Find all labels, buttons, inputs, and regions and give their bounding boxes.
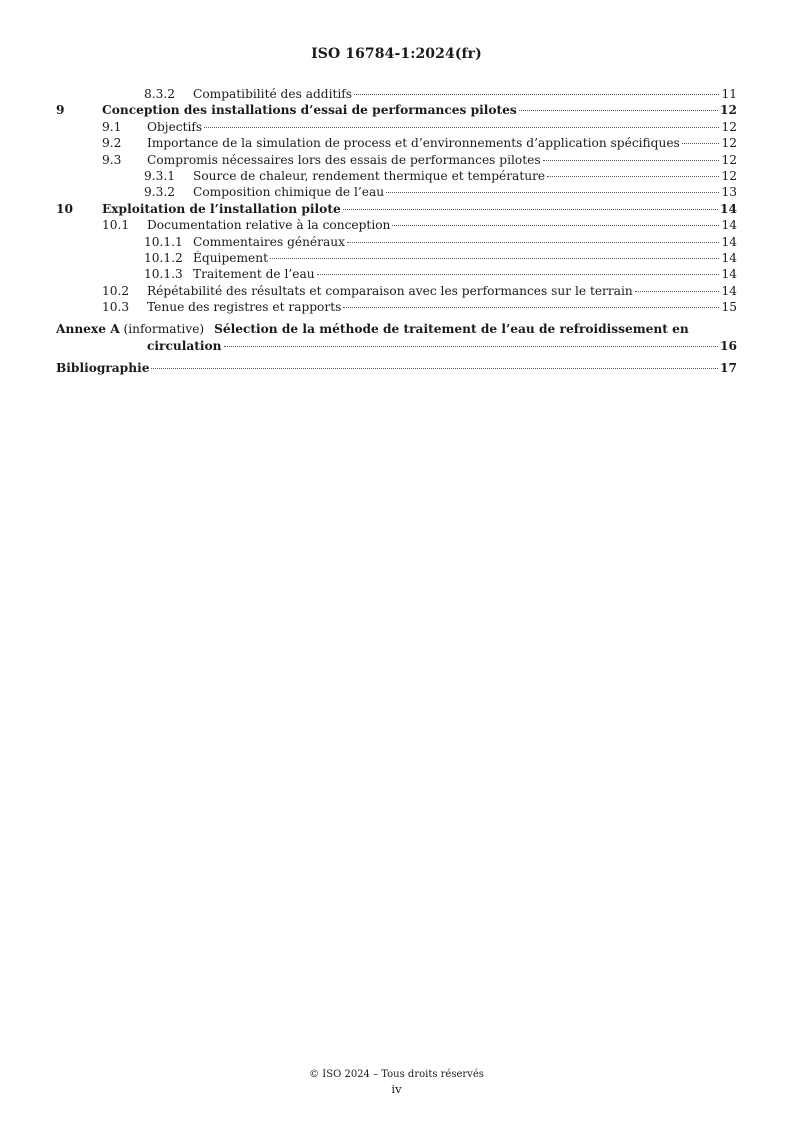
toc-entry-title: Répétabilité des résultats et comparaison avec les performances sur le terrain [147, 283, 633, 298]
toc-entry-9[interactable] [56, 102, 737, 118]
toc-entry-bibliography[interactable] [56, 360, 737, 376]
toc-dot-leader [682, 143, 719, 144]
toc-entry-title: Commentaires généraux [193, 234, 345, 249]
toc-entry-title: Traitement de l’eau [193, 267, 315, 282]
toc-entry-page: 14 [721, 218, 737, 233]
toc-entry-10[interactable] [56, 201, 737, 217]
toc-entry-title: Importance de la simulation de process et d’environnements d’application spécifiques [147, 136, 680, 151]
toc-entry-number: 10.2 [102, 283, 130, 298]
toc-entry-title: Compromis nécessaires lors des essais de performances pilotes [147, 152, 541, 167]
toc-entry-title: Compatibilité des additifs [193, 87, 353, 101]
toc-entry-title: Exploitation de l’installation pilote [102, 201, 341, 216]
table-of-contents [56, 86, 737, 377]
toc-dot-leader [392, 225, 719, 226]
toc-dot-leader [224, 346, 719, 347]
annex-label: Annexe A [56, 322, 120, 337]
toc-entry-9-1[interactable] [56, 119, 737, 135]
annex-informative-tag: (informative) [123, 322, 205, 337]
toc-entry-title: Conception des installations d’essai de performances pilotes [102, 103, 517, 118]
toc-entry-page: 11 [721, 87, 737, 101]
toc-entry-page: 14 [721, 234, 737, 249]
toc-dot-leader [343, 209, 718, 210]
toc-entry-number: 9 [56, 103, 65, 118]
page-number: iv [391, 1082, 402, 1096]
toc-entry-annex-a[interactable] [56, 321, 737, 354]
page-footer [0, 1067, 793, 1097]
toc-entry-page: 15 [721, 300, 737, 315]
toc-dot-leader [519, 110, 718, 111]
toc-dot-leader [386, 192, 719, 193]
toc-dot-leader [354, 94, 719, 95]
toc-entry-9-3-1[interactable] [56, 168, 737, 184]
toc-entry-title: Composition chimique de l’eau [193, 185, 385, 200]
toc-entry-page: 12 [721, 152, 737, 167]
toc-entry-page: 14 [721, 250, 737, 265]
toc-dot-leader [347, 242, 719, 243]
toc-entry-number: 10.1.1 [144, 234, 183, 249]
toc-dot-leader [270, 258, 719, 259]
toc-entry-page: 14 [720, 201, 737, 216]
toc-entry-number: 9.1 [102, 119, 122, 134]
toc-entry-8-3-2[interactable] [56, 86, 737, 102]
toc-entry-page: 14 [721, 283, 737, 298]
toc-entry-title: Objectifs [147, 119, 203, 134]
toc-entry-10-2[interactable] [56, 283, 737, 299]
annex-title-line2: circulation [147, 338, 222, 353]
toc-entry-number: 10 [56, 201, 73, 216]
copyright-notice: © ISO 2024 – Tous droits réservés [309, 1069, 484, 1080]
toc-entry-number: 10.1.3 [144, 267, 183, 282]
toc-dot-leader [343, 307, 719, 308]
toc-entry-title: Documentation relative à la conception [147, 218, 391, 233]
toc-entry-number: 9.2 [102, 136, 122, 151]
toc-entry-page: 16 [720, 338, 737, 353]
toc-entry-number: 10.1.2 [144, 250, 183, 265]
toc-entry-page: 12 [720, 103, 737, 118]
toc-entry-page: 13 [721, 185, 737, 200]
toc-entry-page: 12 [721, 168, 737, 183]
toc-entry-number: 10.1 [102, 218, 130, 233]
toc-entry-title: Source de chaleur, rendement thermique et température [193, 168, 546, 183]
toc-entry-title: Tenue des registres et rapports [147, 300, 342, 315]
toc-entry-10-1-3[interactable] [56, 266, 737, 282]
annex-title-line1: Sélection de la méthode de traitement de l’eau de refroidissement en [214, 322, 689, 337]
toc-entry-10-1-2[interactable] [56, 250, 737, 266]
toc-entry-9-3[interactable] [56, 152, 737, 168]
toc-dot-leader [635, 291, 719, 292]
toc-entry-page: 12 [721, 119, 737, 134]
toc-dot-leader [317, 274, 719, 275]
toc-entry-10-1[interactable] [56, 217, 737, 233]
toc-entry-page: 17 [720, 361, 737, 376]
toc-entry-number: 9.3.1 [144, 168, 176, 183]
toc-entry-10-3[interactable] [56, 299, 737, 315]
toc-dot-leader [204, 127, 719, 128]
toc-dot-leader [547, 176, 719, 177]
toc-entry-number: 8.3.2 [144, 87, 176, 101]
toc-dot-leader [543, 160, 719, 161]
toc-entry-number: 10.3 [102, 300, 130, 315]
toc-entry-number: 9.3.2 [144, 185, 176, 200]
toc-entry-title: Bibliographie [56, 361, 150, 376]
toc-entry-9-2[interactable] [56, 135, 737, 151]
toc-entry-10-1-1[interactable] [56, 234, 737, 250]
document-header: ISO 16784-1:2024(fr) [311, 46, 482, 62]
toc-entry-number: 9.3 [102, 152, 122, 167]
toc-entry-page: 12 [721, 136, 737, 151]
toc-entry-9-3-2[interactable] [56, 184, 737, 200]
toc-dot-leader [151, 368, 718, 369]
toc-entry-page: 14 [721, 267, 737, 282]
toc-entry-title: Équipement [193, 250, 268, 265]
